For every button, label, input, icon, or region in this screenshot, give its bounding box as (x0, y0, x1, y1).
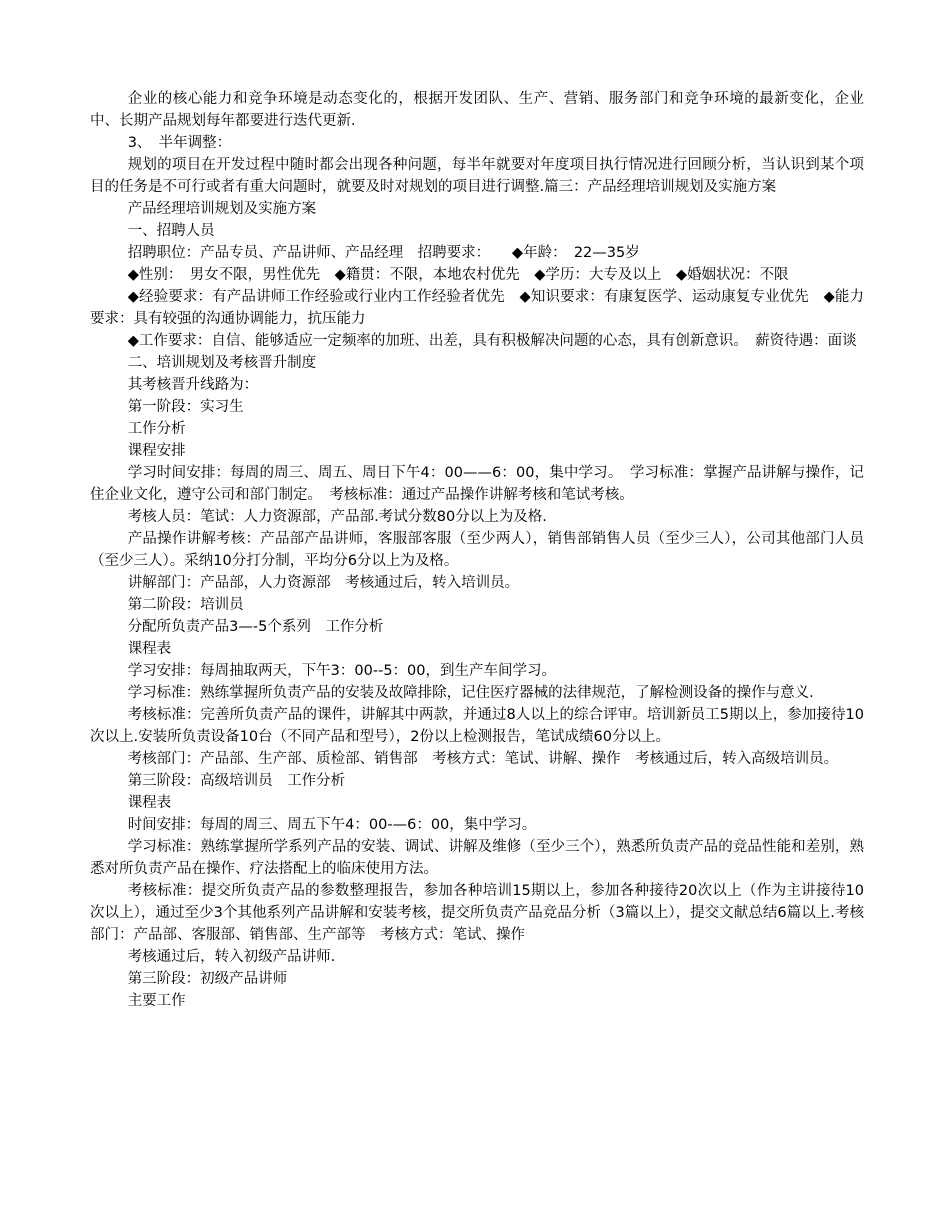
stage-heading: 第三阶段：初级产品讲师 (127, 971, 288, 987)
section-heading: 二、培训规划及考核晋升制度 (127, 355, 317, 371)
section-heading: 一、招聘人员 (127, 223, 215, 239)
paragraph: ◆经验要求：有产品讲师工作经验或行业内工作经验者优先 ◆知识要求：有康复医学、运动康复专业优先 ◆能力要求：具有较强的沟通协调能力，抗压能力 (90, 289, 864, 327)
paragraph: 讲解部门：产品部，人力资源部 考核通过后，转入培训员。 (127, 575, 520, 591)
paragraph: 考核通过后，转入初级产品讲师. (127, 949, 336, 965)
stage-heading: 第二阶段：培训员 (127, 597, 244, 613)
paragraph: ◆性别： 男女不限，男性优先 ◆籍贯：不限，本地农村优先 ◆学历：大专及以上 ◆婚姻状况：不限 (127, 267, 789, 283)
paragraph: 考核人员：笔试：人力资源部，产品部.考试分数80分以上为及格. (127, 509, 547, 525)
paragraph: 分配所负责产品3—-5个系列 工作分析 (127, 619, 384, 635)
paragraph: 考核标准：完善所负责产品的课件，讲解其中两款，并通过8人以上的综合评审。培训新员工5期以上，参加接待10次以上.安装所负责设备10台（不同产品和型号），2份以上检测报告，笔试成绩60分以上。 (90, 707, 864, 745)
paragraph: ◆工作要求：自信、能够适应一定频率的加班、出差，具有积极解决问题的心态，具有创新意识。 薪资待遇：面谈 (127, 333, 857, 349)
stage-heading: 第三阶段：高级培训员 工作分析 (127, 773, 346, 789)
paragraph: 规划的项目在开发过程中随时都会出现各种问题，每半年就要对年度项目执行情况进行回顾分析，当认识到某个项目的任务是不可行或者有重大问题时，就要及时对规划的项目进行调整.篇三：产品经理培训规划及实施方案 (90, 157, 864, 195)
document-title: 产品经理培训规划及实施方案 (127, 201, 317, 217)
paragraph: 课程表 (127, 641, 172, 657)
paragraph: 考核部门：产品部、生产部、质检部、销售部 考核方式：笔试、讲解、操作 考核通过后，转入高级培训员。 (127, 751, 839, 767)
stage-heading: 第一阶段：实习生 (127, 399, 244, 415)
paragraph: 时间安排：每周的周三、周五下午4：00-—6：00，集中学习。 (127, 817, 537, 833)
paragraph: 学习标准：熟练掌握所负责产品的安装及故障排除，记住医疗器械的法律规范，了解检测设备的操作与意义. (127, 685, 814, 701)
paragraph: 招聘职位：产品专员、产品讲师、产品经理 招聘要求： ◆年龄： 22—35岁 (127, 245, 640, 261)
paragraph: 其考核晋升线路为： (127, 377, 259, 393)
paragraph: 考核标准：提交所负责产品的参数整理报告，参加各种培训15期以上，参加各种接待20次以上（作为主讲接待10次以上），通过至少3个其他系列产品讲解和安装考核，提交所负责产品竞品分析（3篇以上），提交文献总结6篇以上.考核部门：产品部、客服部、销售部、生产部等 考核方式：笔试、操作 (90, 883, 864, 943)
paragraph: 学习安排：每周抽取两天，下午3：00--5：00，到生产车间学习。 (127, 663, 557, 679)
paragraph: 课程表 (127, 795, 172, 811)
paragraph: 课程安排 (127, 443, 186, 459)
paragraph: 企业的核心能力和竞争环境是动态变化的，根据开发团队、生产、营销、服务部门和竞争环境的最新变化，企业中、长期产品规划每年都要进行迭代更新. (90, 91, 864, 129)
paragraph: 产品操作讲解考核：产品部产品讲师，客服部客服（至少两人），销售部销售人员（至少三人），公司其他部门人员（至少三人）。采纳10分打分制，平均分6分以上为及格。 (90, 531, 864, 569)
paragraph: 学习时间安排：每周的周三、周五、周日下午4：00——6：00，集中学习。 学习标准：掌握产品讲解与操作，记住企业文化，遵守公司和部门制定。 考核标准：通过产品操作讲解考核和笔试考核。 (90, 465, 864, 503)
paragraph: 工作分析 (127, 421, 186, 437)
section-heading: 3、 半年调整： (127, 135, 232, 151)
paragraph: 学习标准：熟练掌握所学系列产品的安装、调试、讲解及维修（至少三个），熟悉所负责产品的竞品性能和差别，熟悉对所负责产品在操作、疗法搭配上的临床使用方法。 (90, 839, 864, 877)
paragraph: 主要工作 (127, 993, 186, 1009)
